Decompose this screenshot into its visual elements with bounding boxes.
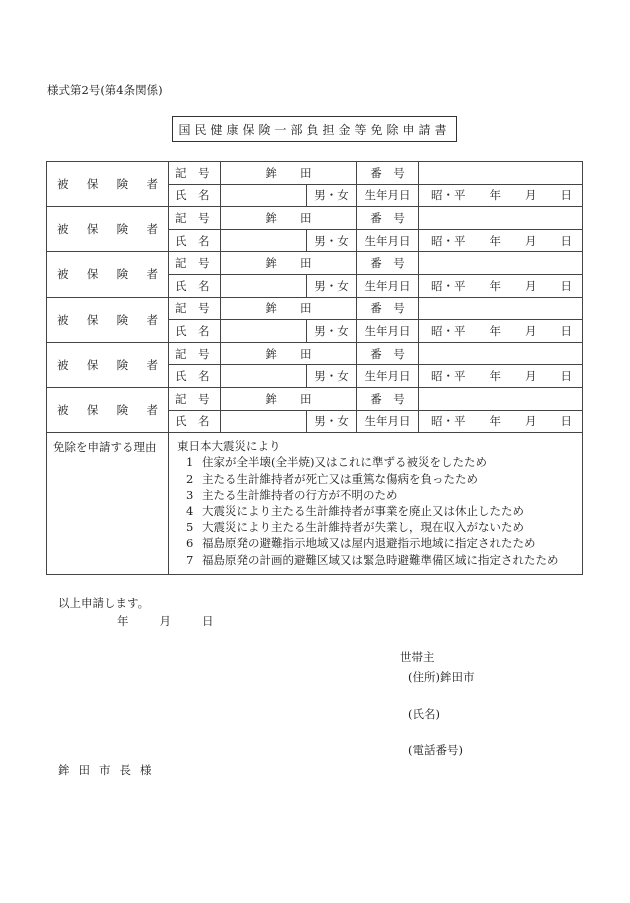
number-field[interactable] [419, 297, 583, 320]
name-label: 氏 名 [169, 410, 221, 433]
symbol-label: 記 号 [169, 252, 221, 275]
reason-number: 6 [186, 536, 194, 551]
symbol-label: 記 号 [169, 387, 221, 410]
reason-item [177, 552, 574, 568]
birth-year-unit: 年 [489, 369, 501, 384]
reason-item [177, 535, 574, 551]
number-field[interactable] [419, 207, 583, 230]
reason-item [177, 503, 574, 519]
birth-month-unit: 月 [525, 233, 537, 248]
name-label: 氏 名 [169, 365, 221, 388]
insured-label: 被保険者 [47, 162, 169, 207]
insured-label: 被保険者 [47, 342, 169, 387]
reason-number: 1 [186, 455, 194, 470]
birthdate-label: 生年月日 [357, 229, 419, 252]
insured-label: 被保険者 [47, 207, 169, 252]
symbol-value: 鉾 田 [221, 387, 357, 410]
birthdate-field[interactable] [419, 410, 583, 433]
symbol-value: 鉾 田 [221, 207, 357, 230]
insured-label: 被保険者 [47, 387, 169, 432]
reason-item [177, 454, 574, 470]
gender-choice[interactable]: 男・女 [307, 410, 357, 433]
name-label: 氏 名 [169, 184, 221, 207]
name-field[interactable] [221, 184, 307, 207]
date-day: 日 [202, 614, 214, 628]
reason-item [177, 519, 574, 535]
number-field[interactable] [419, 387, 583, 410]
birth-month-unit: 月 [525, 278, 537, 293]
symbol-value: 鉾 田 [221, 252, 357, 275]
insured-symbol-row [47, 297, 583, 320]
symbol-value: 鉾 田 [221, 297, 357, 320]
reason-number: 5 [186, 520, 194, 535]
birthdate-field[interactable] [419, 229, 583, 252]
symbol-label: 記 号 [169, 207, 221, 230]
birthdate-field[interactable] [419, 274, 583, 297]
era-choice[interactable]: 昭・平 [431, 278, 466, 293]
form-title: 国民健康保険一部負担金等免除申請書 [172, 116, 457, 142]
reason-item [177, 471, 574, 487]
insured-symbol-row [47, 387, 583, 410]
symbol-value: 鉾 田 [221, 342, 357, 365]
birthdate-field[interactable] [419, 365, 583, 388]
reason-intro: 東日本大震災により [177, 439, 281, 454]
reason-text: 福島原発の避難指示地域又は屋内退避指示地域に指定されたため [202, 536, 536, 551]
reason-number: 2 [186, 471, 194, 486]
symbol-label: 記 号 [169, 342, 221, 365]
birth-day-unit: 日 [560, 414, 572, 429]
birthdate-label: 生年月日 [357, 320, 419, 343]
number-label: 番 号 [357, 252, 419, 275]
birth-year-unit: 年 [489, 188, 501, 203]
application-table [46, 161, 583, 575]
insured-symbol-row [47, 252, 583, 275]
birth-day-unit: 日 [560, 323, 572, 338]
reason-item [177, 487, 574, 503]
gender-choice[interactable]: 男・女 [307, 365, 357, 388]
birth-day-unit: 日 [560, 278, 572, 293]
name-field[interactable] [221, 410, 307, 433]
gender-choice[interactable]: 男・女 [307, 229, 357, 252]
date-year: 年 [117, 614, 129, 628]
era-choice[interactable]: 昭・平 [431, 323, 466, 338]
reason-text: 大震災により主たる生計維持者が事業を廃止又は休止したため [202, 503, 524, 518]
applicant-name-label: (氏名) [408, 707, 440, 721]
birth-year-unit: 年 [489, 323, 501, 338]
name-field[interactable] [221, 365, 307, 388]
name-field[interactable] [221, 320, 307, 343]
birth-month-unit: 月 [525, 369, 537, 384]
gender-choice[interactable]: 男・女 [307, 274, 357, 297]
reason-text: 住家が全半壊(全半焼)又はこれに準ずる被災をしたため [202, 455, 487, 470]
birth-day-unit: 日 [560, 233, 572, 248]
symbol-label: 記 号 [169, 162, 221, 185]
reason-text: 主たる生計維持者が死亡又は重篤な傷病を負ったため [202, 471, 478, 486]
number-field[interactable] [419, 162, 583, 185]
symbol-label: 記 号 [169, 297, 221, 320]
gender-choice[interactable]: 男・女 [307, 184, 357, 207]
birth-month-unit: 月 [525, 414, 537, 429]
reason-list [169, 433, 583, 575]
birthdate-label: 生年月日 [357, 184, 419, 207]
name-label: 氏 名 [169, 274, 221, 297]
reason-text: 大震災により主たる生計維持者が失業し，現在収入がないため [202, 520, 524, 535]
date-month: 月 [159, 614, 171, 628]
phone-number-label: (電話番号) [408, 743, 463, 757]
application-date [117, 613, 214, 629]
household-head-label: 世帯主 [400, 650, 435, 664]
birthdate-label: 生年月日 [357, 365, 419, 388]
reason-number: 7 [186, 552, 194, 567]
number-label: 番 号 [357, 342, 419, 365]
birthdate-field[interactable] [419, 184, 583, 207]
number-field[interactable] [419, 252, 583, 275]
number-label: 番 号 [357, 387, 419, 410]
birth-year-unit: 年 [489, 278, 501, 293]
insured-symbol-row [47, 162, 583, 185]
name-label: 氏 名 [169, 320, 221, 343]
reason-label: 免除を申請する理由 [47, 433, 169, 575]
form-number: 様式第2号(第4条関係) [47, 83, 163, 97]
reason-text: 福島原発の計画的避難区域又は緊急時避難準備区域に指定されたため [202, 552, 559, 567]
birth-year-unit: 年 [489, 414, 501, 429]
name-field[interactable] [221, 229, 307, 252]
name-field[interactable] [221, 274, 307, 297]
insured-label: 被保険者 [47, 252, 169, 297]
insured-symbol-row [47, 342, 583, 365]
address-label: (住所)鉾田市 [408, 670, 475, 684]
symbol-value: 鉾 田 [221, 162, 357, 185]
number-label: 番 号 [357, 207, 419, 230]
era-choice[interactable]: 昭・平 [431, 233, 466, 248]
birthdate-label: 生年月日 [357, 410, 419, 433]
insured-symbol-row [47, 207, 583, 230]
birthdate-field[interactable] [419, 320, 583, 343]
birth-year-unit: 年 [489, 233, 501, 248]
reason-text: 主たる生計維持者の行方が不明のため [202, 487, 398, 502]
birth-day-unit: 日 [560, 188, 572, 203]
birth-day-unit: 日 [560, 369, 572, 384]
number-label: 番 号 [357, 162, 419, 185]
number-label: 番 号 [357, 297, 419, 320]
era-choice[interactable]: 昭・平 [431, 188, 466, 203]
reason-row [47, 433, 583, 575]
gender-choice[interactable]: 男・女 [307, 320, 357, 343]
birth-month-unit: 月 [525, 188, 537, 203]
name-label: 氏 名 [169, 229, 221, 252]
number-field[interactable] [419, 342, 583, 365]
reason-number: 4 [186, 503, 194, 518]
birth-month-unit: 月 [525, 323, 537, 338]
reason-number: 3 [186, 487, 194, 502]
closing-statement: 以上申請します。 [58, 596, 150, 610]
insured-label: 被保険者 [47, 297, 169, 342]
era-choice[interactable]: 昭・平 [431, 414, 466, 429]
era-choice[interactable]: 昭・平 [431, 369, 466, 384]
recipient-mayor: 鉾田市長様 [58, 763, 161, 777]
birthdate-label: 生年月日 [357, 274, 419, 297]
